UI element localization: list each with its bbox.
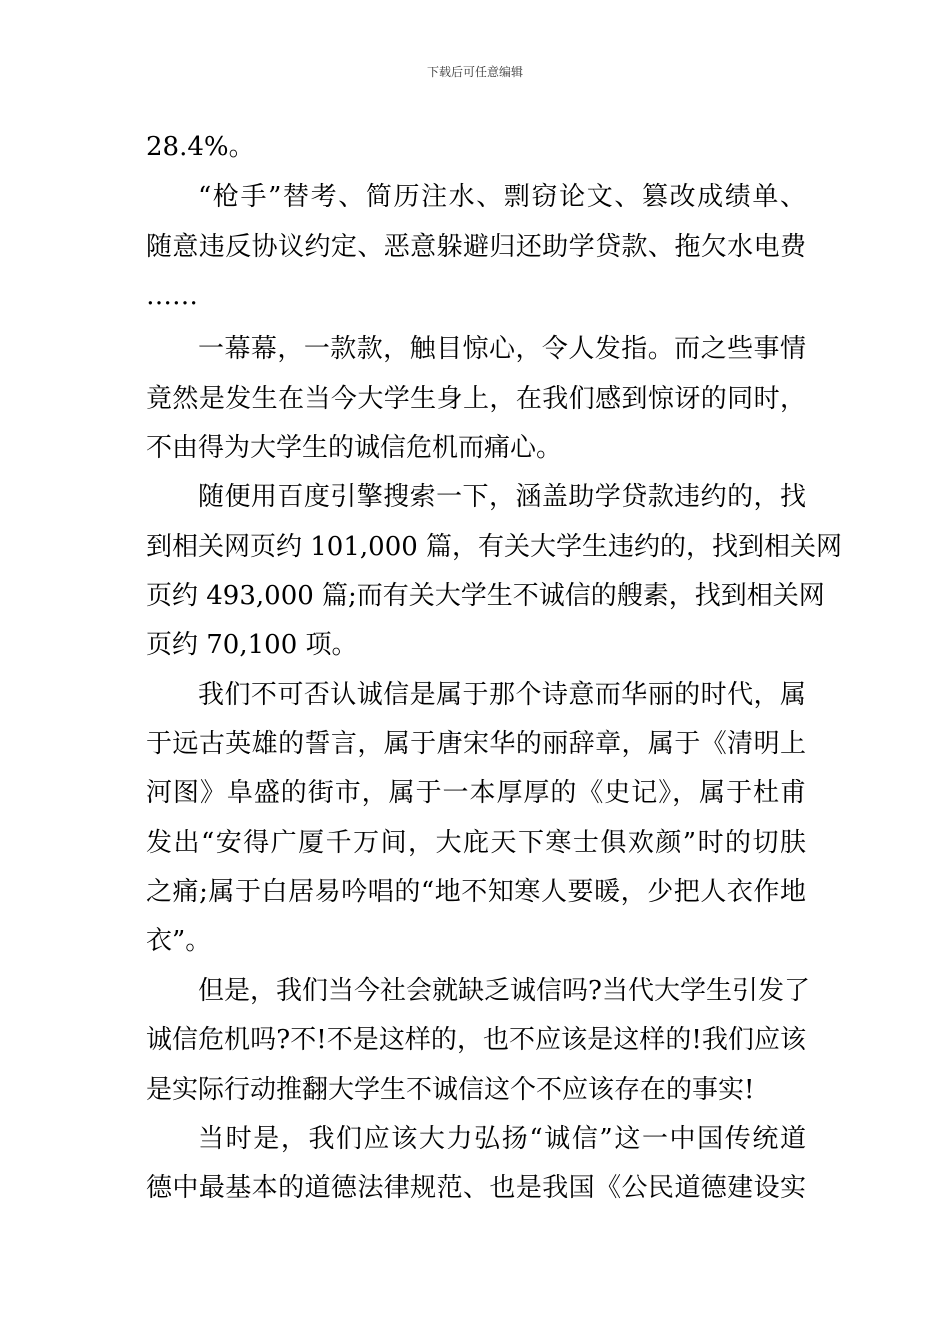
text-line: 之痛;属于白居易吟唱的“地不知寒人要暖，少把人衣作地 xyxy=(146,877,806,907)
text-line: 是实际行动推翻大学生不诚信这个不应该存在的事实! xyxy=(146,1075,755,1105)
text-line: 诚信危机吗?不!不是这样的，也不应该是这样的!我们应该 xyxy=(146,1025,806,1055)
text-line: 页约 70,100 项。 xyxy=(146,630,358,660)
text-line: 竟然是发生在当今大学生身上，在我们感到惊讶的同时， xyxy=(146,384,806,414)
text-line: “枪手”替考、简历注水、剽窃论文、篡改成绩单、 xyxy=(198,182,806,212)
text-line: 随意违反协议约定、恶意躲避归还助学贷款、拖欠水电费 xyxy=(146,232,806,262)
text-line: 页约 493,000 篇;而有关大学生不诚信的艘素，找到相关网 xyxy=(146,581,825,611)
text-line: 德中最基本的道德法律规范、也是我国《公民道德建设实 xyxy=(146,1173,806,1203)
text-line: 发出“安得广厦千万间，大庇天下寒士俱欢颜”时的切肤 xyxy=(146,828,806,858)
text-line: 一幕幕，一款款，触目惊心，令人发指。而之些事情 xyxy=(198,334,806,364)
text-line: 衣”。 xyxy=(146,926,212,956)
page-header: 下载后可任意编辑 xyxy=(426,65,523,79)
text-line: …… xyxy=(146,281,198,311)
text-line: 当时是，我们应该大力弘扬“诚信”这一中国传统道 xyxy=(198,1124,806,1154)
text-line: 到相关网页约 101,000 篇，有关大学生违约的，找到相关网 xyxy=(146,532,843,562)
text-line: 随便用百度引擎搜索一下，涵盖助学贷款违约的，找 xyxy=(198,482,806,512)
text-line: 28.4%。 xyxy=(146,132,255,162)
text-line: 河图》阜盛的街市，属于一本厚厚的《史记》，属于杜甫 xyxy=(146,778,806,808)
text-line: 但是，我们当今社会就缺乏诚信吗?当代大学生引发了 xyxy=(198,976,810,1006)
text-line: 不由得为大学生的诚信危机而痛心。 xyxy=(146,433,563,463)
text-line: 于远古英雄的誓言，属于唐宋华的丽辞章，属于《清明上 xyxy=(146,729,806,759)
text-line: 我们不可否认诚信是属于那个诗意而华丽的时代，属 xyxy=(198,680,806,710)
